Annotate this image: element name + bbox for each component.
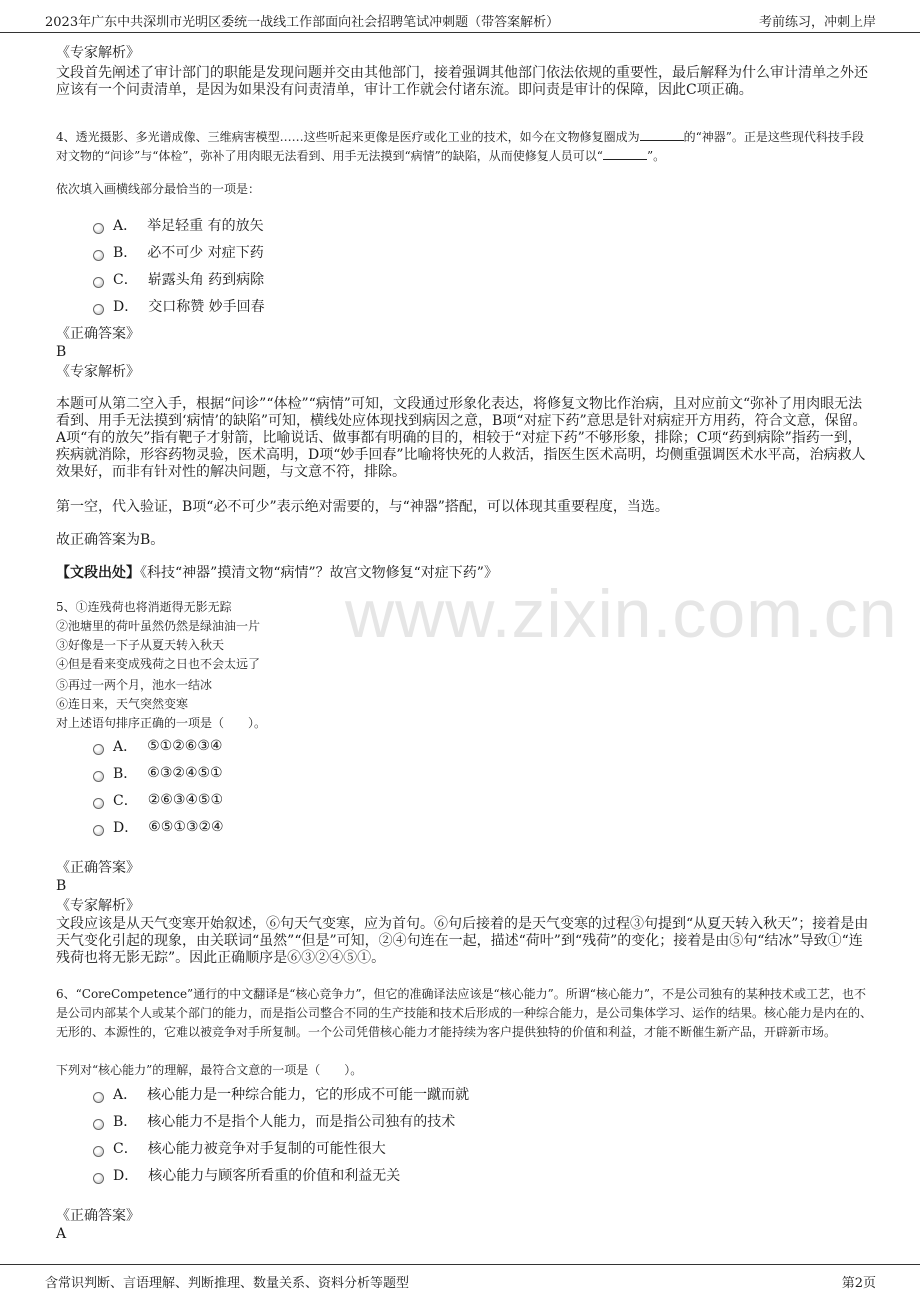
q5-line: ③好像是一下子从夏天转入秋天 [56, 638, 225, 652]
q5-option-a[interactable]: A． ⑤①②⑥③④ [93, 736, 222, 756]
q4-stem-part2: 的“神器”。正是这些现代科技手段对文物的“问诊”与“体检”，弥补了用肉眼无法看到、用手无法摸到“病情”的缺陷，从而使修复人员可以“ [56, 130, 864, 163]
q4-option-a[interactable]: A． 举足轻重 有的放矢 [93, 215, 264, 235]
q5-line: ⑥连日来，天气突然变寒 [56, 697, 189, 711]
q6-answer-label: 《正确答案》 [56, 1208, 140, 1224]
q5-analysis-label: 《专家解析》 [56, 898, 140, 914]
q5-answer: B [56, 878, 67, 894]
q6-option-a[interactable]: A． 核心能力是一种综合能力，它的形成不可能一蹴而就 [93, 1084, 469, 1104]
q6-option-b[interactable]: B． 核心能力不是指个人能力，而是指公司独有的技术 [93, 1111, 455, 1131]
radio-button-icon[interactable] [93, 771, 104, 782]
page-footer [0, 1264, 920, 1303]
q4-blank-2 [603, 147, 647, 160]
document-title: 2023年广东中共深圳市光明区委统一战线工作部面向社会招聘笔试冲刺题（带答案解析） [45, 15, 560, 30]
q6-prompt: 下列对“核心能力”的理解，最符合文意的一项是（ ）。 [56, 1063, 363, 1077]
radio-button-icon[interactable] [93, 798, 104, 809]
q4-source: 【文段出处】《科技“神器”摸清文物“病情”？故宫文物修复“对症下药”》 [56, 565, 498, 581]
radio-button-icon[interactable] [93, 277, 104, 288]
radio-button-icon[interactable] [93, 1173, 104, 1184]
q5-prompt: 对上述语句排序正确的一项是（ ）。 [56, 716, 267, 730]
header-slogan: 考前练习，冲刺上岸 [758, 15, 876, 30]
radio-button-icon[interactable] [93, 1146, 104, 1157]
radio-button-icon[interactable] [93, 825, 104, 836]
q4-option-d[interactable]: D． 交口称赞 妙手回春 [93, 296, 265, 316]
page-number: 第2页 [841, 1276, 876, 1291]
q4-analysis-3: 故正确答案为B。 [56, 532, 165, 548]
q3-analysis: 文段首先阐述了审计部门的职能是发现问题并交由其他部门，接着强调其他部门依法依规的重要性，最后解释为什么审计清单之外还应该有一个问责清单，是因为如果没有问责清单，审计工作就会付诸东流。即问责是审计的保障，因此C项正确。 [56, 65, 868, 98]
q4-stem-part1: 4、透光摄影、多光谱成像、三维病害模型……这些听起来更像是医疗或化工业的技术，如今在文物修复圈成为 [56, 130, 640, 144]
radio-button-icon[interactable] [93, 1119, 104, 1130]
q4-answer-label: 《正确答案》 [56, 326, 140, 342]
q4-option-b[interactable]: B． 必不可少 对症下药 [93, 242, 264, 262]
q5-line: ②池塘里的荷叶虽然仍然是绿油油一片 [56, 619, 261, 633]
q4-prompt: 依次填入画横线部分最恰当的一项是： [56, 182, 261, 196]
q4-blank-1 [640, 128, 684, 141]
radio-button-icon[interactable] [93, 223, 104, 234]
q4-source-label: 【文段出处】 [56, 565, 140, 581]
q4-analysis: 本题可从第二空入手，根据“问诊”“体检”“病情”可知，文段通过形象化表达，将修复文物比作治病，且对应前文“弥补了用肉眼无法看到、用手无法摸到‘病情’的缺陷”可知，横线处应体现找到病因之意，B项“对症下药”意思是针对病症开方用药，符合文意，保留。A项“有的放矢”指有靶子才射箭，比喻说话、做事都有明确的目的，相较于“对症下药”不够形象，排除；C项“药到病除”指药一到，疾病就消除，形容药物灵验，医术高明，D项“妙手回春”比喻将快死的人救活，指医生医术高明，均侧重强调医术水平高，治病救人效果好，而非有针对性的解决问题，与文意不符，排除。 [56, 396, 867, 480]
q5-analysis: 文段应该是从天气变寒开始叙述，⑥句天气变寒，应为首句。⑥句后接着的是天气变寒的过程③句提到“从夏天转入秋天”；接着是由天气变化引起的现象，由关联词“虽然”“但是”可知，②④句连在一起，描述“荷叶”到“残荷”的变化；接着是由⑤句“结冰”导致①“连残荷也将无影无踪”。因此正确顺序是⑥③②④⑤①。 [56, 916, 869, 966]
radio-button-icon[interactable] [93, 304, 104, 315]
q6-stem: 6、“CoreCompetence”通行的中文翻译是“核心竞争力”，但它的准确译法应该是“核心能力”。所谓“核心能力”，不是公司独有的某种技术或工艺，也不是公司内部某个人或某个部门的能力，而是指公司整合不同的生产技能和技术后形成的一种综合能力，是公司集体学习、运作的结果。核心能力是内在的、无形的、本源性的，它难以被竞争对手所复制。一个公司凭借核心能力才能持续为客户提供独特的价值和利益，才能不断催生新产品，开辟新市场。 [56, 987, 873, 1039]
q5-answer-label: 《正确答案》 [56, 860, 140, 876]
page-header [0, 0, 920, 33]
q4-answer: B [56, 344, 67, 360]
q6-answer: A [56, 1226, 67, 1242]
q5-option-b[interactable]: B． ⑥③②④⑤① [93, 763, 223, 783]
radio-button-icon[interactable] [93, 744, 104, 755]
q5-line: ⑤再过一两个月，池水一结冰 [56, 678, 213, 692]
q4-stem [56, 128, 872, 166]
q4-option-c[interactable]: C． 崭露头角 药到病除 [93, 269, 264, 289]
q5-option-c[interactable]: C． ②⑥③④⑤① [93, 790, 223, 810]
watermark: www.zixin.com.cn [345, 576, 898, 652]
q5-option-d[interactable]: D． ⑥⑤①③②④ [93, 817, 224, 837]
footer-note: 含常识判断、言语理解、判断推理、数量关系、资料分析等题型 [45, 1276, 410, 1291]
q6-option-d[interactable]: D． 核心能力与顾客所看重的价值和利益无关 [93, 1165, 400, 1185]
q5-line: ④但是看来变成残荷之日也不会太远了 [56, 657, 261, 671]
q4-analysis-2: 第一空，代入验证，B项“必不可少”表示绝对需要的，与“神器”搭配，可以体现其重要程度，当选。 [56, 499, 669, 515]
q6-option-c[interactable]: C． 核心能力被竞争对手复制的可能性很大 [93, 1138, 386, 1158]
radio-button-icon[interactable] [93, 250, 104, 261]
q3-analysis-label: 《专家解析》 [56, 45, 140, 61]
q4-stem-part3: ”。 [646, 149, 666, 163]
q5-line: 5、①连残荷也将消逝得无影无踪 [56, 600, 232, 614]
q4-analysis-label: 《专家解析》 [56, 364, 140, 380]
radio-button-icon[interactable] [93, 1092, 104, 1103]
